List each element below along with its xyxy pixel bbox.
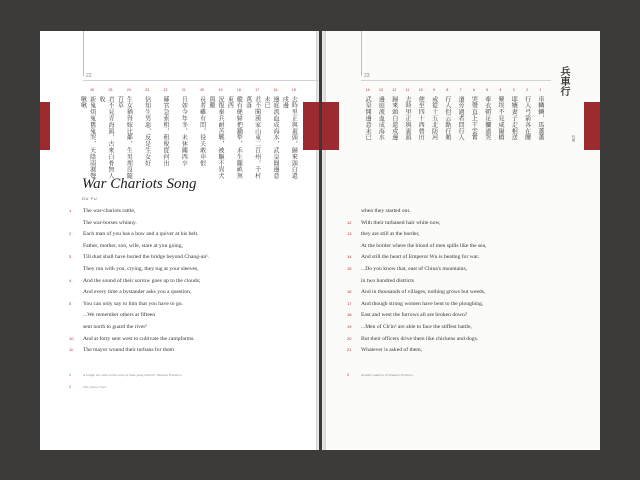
chinese-column-text: 行人弓箭各在腰 [523,96,531,141]
chinese-column-text: 且如今年冬，未休關西卒 [180,96,188,167]
line-text: And still the heart of Emperor Wu is beating for war. [361,254,480,261]
footnote-number: 2 [69,385,71,389]
chinese-column-number: 9 [433,88,436,92]
chinese-column-number: 25 [108,88,113,92]
chinese-column [523,88,532,183]
line-text: when they started out. [361,208,411,214]
chinese-title: 兵車行 [558,66,569,96]
chinese-column [509,88,518,183]
chinese-column-number: 5 [486,88,489,92]
left-red-band [40,102,50,150]
chinese-column-number: 18 [236,88,241,92]
line-text: They run with you, crying, they tug at your sleeves, [83,266,199,272]
chinese-column [263,88,280,183]
line-text: With their turbaned hair white now, [361,219,441,226]
right-page-number: 23 [364,73,370,79]
chinese-text-left [79,88,303,183]
chinese-column-text: 縣官急索租，租稅從何出 [162,96,169,167]
line-number: 19 [347,324,352,329]
line-text: East and west the furrows all are broken down? [361,312,468,319]
line-text: sent north to guard the river² [83,324,147,330]
left-header-rule [83,31,84,76]
footnote-text: A bridge ten miles north-west of Xian-yang District, Shaanxi Province. [83,373,183,377]
left-gutter-red-band [303,102,319,150]
line-text: And the sound of their sorrow goes up to the clouds; [83,277,201,284]
line-number: 4 [69,277,72,283]
chinese-column-number: 14 [365,88,370,92]
right-header-divider [361,80,551,81]
chinese-column-number: 21 [181,88,186,92]
chinese-column-text: 塵埃不見咸陽橋 [497,96,504,141]
line-text: And at forty sent west to cultivate the campfarms. [83,335,195,342]
chinese-column [281,88,298,183]
line-number: 16 [347,289,352,295]
chinese-column-text: 去時里正與裹頭，歸來頭白還戍邊 [281,96,298,180]
chinese-column-number: 12 [392,88,397,92]
line-text: Till dust shall have buried the bridge beyond Chang-an¹. [83,254,210,261]
line-number: 18 [347,312,352,318]
chinese-column-number: 7 [459,88,462,92]
line-text: ...Men of Ch'in³ are able to face the stiffest battle, [361,324,472,330]
chinese-column-text: 耶孃妻子走相送 [510,96,518,141]
chinese-column [198,88,207,183]
chinese-column [226,88,243,183]
line-text: they are still at the border, [361,231,420,238]
line-number: 20 [347,335,352,341]
footnote-number: 1 [69,373,71,377]
chinese-column [536,88,545,183]
book-gutter [316,31,326,450]
chinese-column [79,88,97,183]
footnote-text: Another address of Shaanxi Province. [361,373,414,377]
chinese-column [244,88,262,183]
chinese-column-number: 11 [405,88,410,92]
chinese-author: 杜甫 [572,135,576,142]
chinese-column [469,88,478,183]
chinese-column-number: 22 [163,88,168,92]
chinese-column-number: 23 [145,88,150,92]
poem-title: War Chariots Song [82,176,197,192]
chinese-column [208,88,225,183]
chinese-column-text: 長者雖有問，役夫敢申恨 [198,96,206,167]
chinese-column-text: 道旁過者問行人 [457,96,465,141]
line-text: The war-horses whinny. [83,219,137,226]
chinese-column [116,88,133,183]
line-number: 2 [69,231,72,237]
chinese-column-number: 26 [90,88,95,92]
chinese-column-text: 車轔轔，馬蕭蕭 [536,96,544,141]
line-number: 14 [347,254,352,260]
chinese-column-text: 牽衣頓足攔道哭 [483,96,491,141]
chinese-text-right [361,88,547,183]
chinese-column-number: 8 [446,88,449,92]
line-text: And every time a bystander asks you a question, [83,289,192,296]
chinese-column-text: 信知生男惡，反是生女好 [143,96,151,167]
line-text: Father, mother, son, wife, stare at you going, [83,242,183,249]
line-number: 10 [69,335,74,341]
chinese-column-text: 去時里正與裹頭 [404,96,411,141]
chinese-column [483,88,492,183]
line-number: 12 [347,219,352,225]
chinese-column [443,88,452,183]
chinese-column-text: 縱有健婦把鋤犁，禾生隴畝無東西 [226,96,243,180]
line-text: The war-chariots rattle, [83,208,136,214]
chinese-column [363,88,372,183]
right-gutter-red-band [322,102,339,150]
chinese-column-text: 君不見青海頭，古來白骨無人收 [98,96,114,180]
chinese-column [430,88,439,183]
right-red-band [584,102,600,150]
line-number: 1 [69,208,72,213]
chinese-column [143,88,152,183]
chinese-column-text: 邊庭流血成海水，武皇開邊意未已 [263,96,279,180]
line-number: 21 [347,347,352,353]
line-number: 11 [69,347,74,353]
chinese-column [403,88,412,183]
chinese-column-text: 武皇開邊意未已 [364,96,372,141]
chinese-column-number: 3 [512,88,515,92]
line-number: 3 [69,254,72,260]
chinese-column-number: 19 [218,88,223,92]
chinese-column-number: 17 [255,88,260,92]
line-text: At the border where the blood of men spills like the sea, [361,242,487,249]
chinese-column-number: 6 [472,88,475,92]
line-text: But their officers drive them like chickens and dogs. [361,335,479,342]
chinese-column-number: 4 [499,88,502,92]
chinese-column [98,88,115,183]
chinese-column-text: 新鬼煩冤舊鬼哭，天陰雨濕聲啾啾 [79,96,96,180]
chinese-column-text: 邊庭流血成海水 [377,96,385,141]
line-text: Whatever is asked of them, [361,347,423,354]
line-text: The mayor wound their turbans for them [83,347,175,354]
footnote-text: The yellow river. [83,385,107,389]
chinese-column-number: 20 [200,88,205,92]
chinese-column [179,88,188,183]
chinese-column-text: 歸來頭白還戍邊 [390,96,398,141]
chinese-column [496,88,505,183]
line-number: 5 [69,300,72,306]
line-text: Each man of you has a bow and a quiver at his belt. [83,231,199,238]
chinese-column-text: 或從十五北防河 [430,96,438,141]
chinese-column-number: 16 [273,88,278,92]
line-text: in two hundred districts [361,277,414,284]
chinese-column-text: 便至四十西營田 [417,96,425,141]
chinese-column [376,88,385,183]
line-number: 17 [347,300,352,306]
chinese-column-text: 行人但云點行頻 [443,96,451,141]
chinese-column [390,88,399,183]
line-text: And in thousands of villages, nothing grows but weeds, [361,289,486,296]
left-header-divider [83,80,319,81]
line-text: You can only say to him that you have to go. [83,300,183,307]
left-page-number: 22 [86,73,92,79]
line-text: And though strong women have bent to the ploughing, [361,300,484,307]
poem-author: DU FU [82,196,98,201]
chinese-column [161,88,170,183]
line-number: 13 [347,231,352,237]
chinese-column-number: 13 [378,88,383,92]
chinese-column-text: 哭聲直上干雲霄 [470,96,478,141]
chinese-column [416,88,425,183]
chinese-column-text: 況復秦兵耐苦戰，被驅不異犬與雞 [208,96,224,180]
line-text: ...We remember others at fifteen [83,312,156,319]
chinese-column-text: 君不聞漢家山東二百州，千村萬落 [244,96,261,180]
chinese-column [456,88,465,183]
right-header-rule [361,31,362,76]
chinese-column-number: 1 [539,88,542,92]
line-number: 15 [347,266,352,271]
chinese-column-number: 2 [526,88,529,92]
chinese-column-number: 10 [418,88,423,92]
chinese-column-text: 生女猶得嫁比鄰，生男埋沒隨百草 [116,96,133,180]
line-text: ...Do you know that, east of China's mountains, [361,266,468,272]
chinese-column-number: 15 [291,88,296,92]
chinese-column-number: 24 [126,88,131,92]
footnote-number: 3 [347,373,349,377]
